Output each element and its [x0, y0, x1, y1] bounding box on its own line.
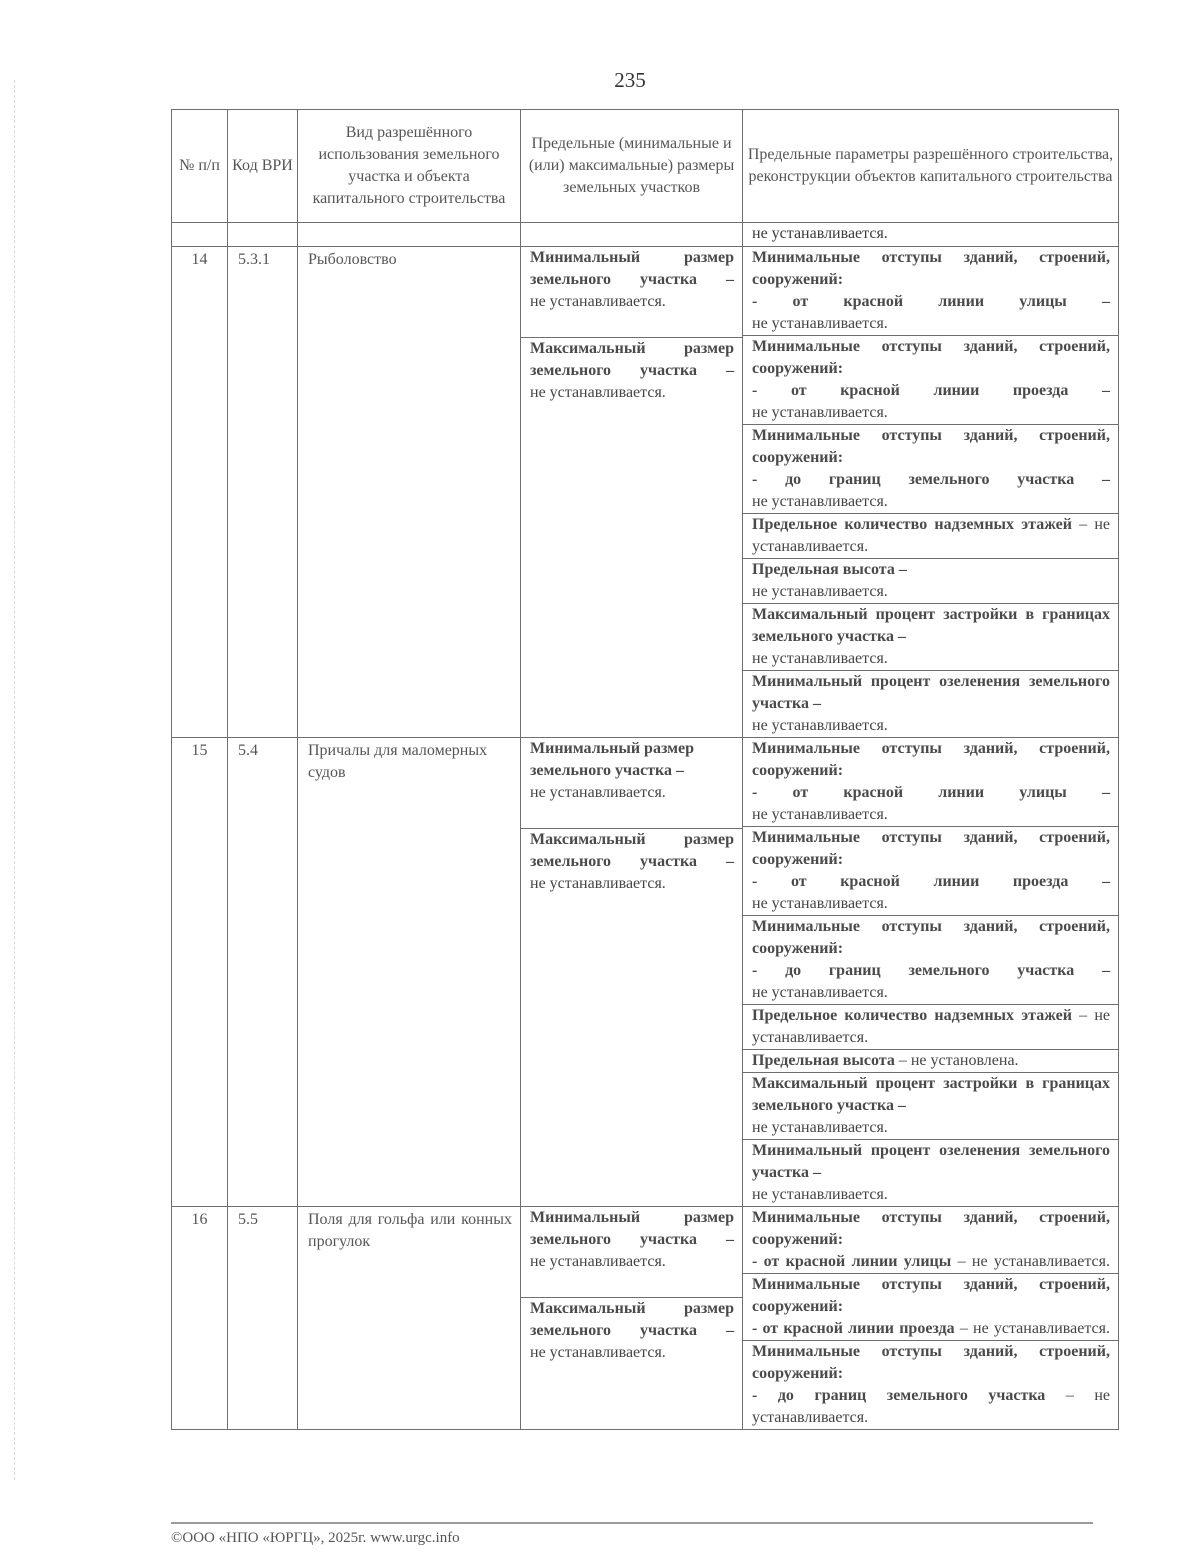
- param-cell: Минимальные отступы зданий, строений, сооружений: - от красной линии улицы – не устанавливается.: [743, 738, 1118, 827]
- param-cell: Предельная высота – не установлена.: [743, 1050, 1118, 1073]
- param-cell: Минимальные отступы зданий, строений, сооружений: - от красной линии проезда – не устанавливается.: [743, 1274, 1118, 1341]
- header-code: Код ВРИ: [228, 110, 298, 223]
- param-cell: Предельное количество надземных этажей – не устанавливается.: [743, 1005, 1118, 1050]
- row-use-name: Рыболовство: [298, 247, 521, 738]
- size-cell: Минимальный размер земельного участка – не устанавливается.: [521, 1207, 742, 1298]
- param-cell: Минимальные отступы зданий, строений, сооружений: - до границ земельного участка – не устанавливается.: [752, 1343, 1111, 1426]
- row-num: 16: [172, 1207, 228, 1430]
- row-sizes: [521, 738, 743, 1207]
- param-cell: Минимальные отступы зданий, строений, сооружений: - от красной линии проезда – не устанавливается.: [743, 827, 1118, 916]
- param-cell: Минимальные отступы зданий, строений, сооружений: - от красной линии улицы – не устанавливается.: [743, 247, 1118, 336]
- row-params: [743, 1207, 1119, 1430]
- param-cell: Максимальный процент застройки в границах земельного участка – не устанавливается.: [743, 604, 1118, 671]
- page-number: 235: [614, 68, 646, 92]
- row-code: 5.4: [228, 738, 298, 1207]
- scan-edge: [14, 80, 16, 1480]
- row-sizes: [521, 1207, 743, 1430]
- size-cell: Минимальный размер земельного участка – не устанавливается.: [521, 247, 742, 338]
- table-row: [172, 247, 1119, 738]
- size-cell: Максимальный размер земельного участка – не устанавливается.: [530, 1300, 734, 1361]
- size-cell: Минимальный размер земельного участка – не устанавливается.: [521, 738, 742, 829]
- header-num: № п/п: [172, 110, 228, 223]
- footer-copyright: ©ООО «НПО «ЮРГЦ», 2025г. www.urgc.info: [171, 1530, 460, 1546]
- param-cell: Минимальные отступы зданий, строений, сооружений: - до границ земельного участка – не устанавливается.: [743, 425, 1118, 514]
- param-cell: Предельная высота – не устанавливается.: [743, 559, 1118, 604]
- row-code: 5.5: [228, 1207, 298, 1430]
- header-use-type: Вид разрешённого использования земельного участка и объекта капитального строительства: [298, 110, 521, 223]
- regulations-table: [171, 109, 1119, 1430]
- row-num: 15: [172, 738, 228, 1207]
- row-num: 14: [172, 247, 228, 738]
- table-row: [172, 1207, 1119, 1430]
- param-cell: Минимальный процент озеленения земельного участка – не устанавливается.: [752, 673, 1110, 734]
- row-use-name: Причалы для маломерных судов: [298, 738, 521, 1207]
- param-cell: Максимальный процент застройки в границах земельного участка – не устанавливается.: [743, 1073, 1118, 1140]
- table-header-row: [172, 110, 1119, 223]
- footer-divider: [171, 1522, 1093, 1524]
- param-cell: Минимальные отступы зданий, строений, сооружений: - от красной линии проезда – не устанавливается.: [743, 336, 1118, 425]
- param-cell: Минимальные отступы зданий, строений, сооружений: - до границ земельного участка – не устанавливается.: [743, 916, 1118, 1005]
- header-plot-sizes: Предельные (минимальные и (или) максимальные) размеры земельных участков: [521, 110, 743, 223]
- row-params: [743, 247, 1119, 738]
- table-row: [172, 738, 1119, 1207]
- size-cell: Максимальный размер земельного участка – не устанавливается.: [530, 340, 734, 401]
- continuation-row: [172, 223, 1119, 247]
- row-code: 5.3.1: [228, 247, 298, 738]
- param-cell: Предельное количество надземных этажей – не устанавливается.: [743, 514, 1118, 559]
- row-sizes: [521, 247, 743, 738]
- param-cell: Минимальный процент озеленения земельного участка – не устанавливается.: [752, 1142, 1110, 1203]
- row-params: [743, 738, 1119, 1207]
- param-cell: Минимальные отступы зданий, строений, сооружений: - от красной линии улицы – не устанавливается.: [743, 1207, 1118, 1274]
- header-construction-params: Предельные параметры разрешённого строительства, реконструкции объектов капитального строительства: [743, 110, 1119, 223]
- size-cell: Максимальный размер земельного участка – не устанавливается.: [530, 831, 734, 892]
- continuation-text: не устанавливается.: [752, 225, 888, 242]
- row-use-name: Поля для гольфа или конных прогулок: [298, 1207, 521, 1430]
